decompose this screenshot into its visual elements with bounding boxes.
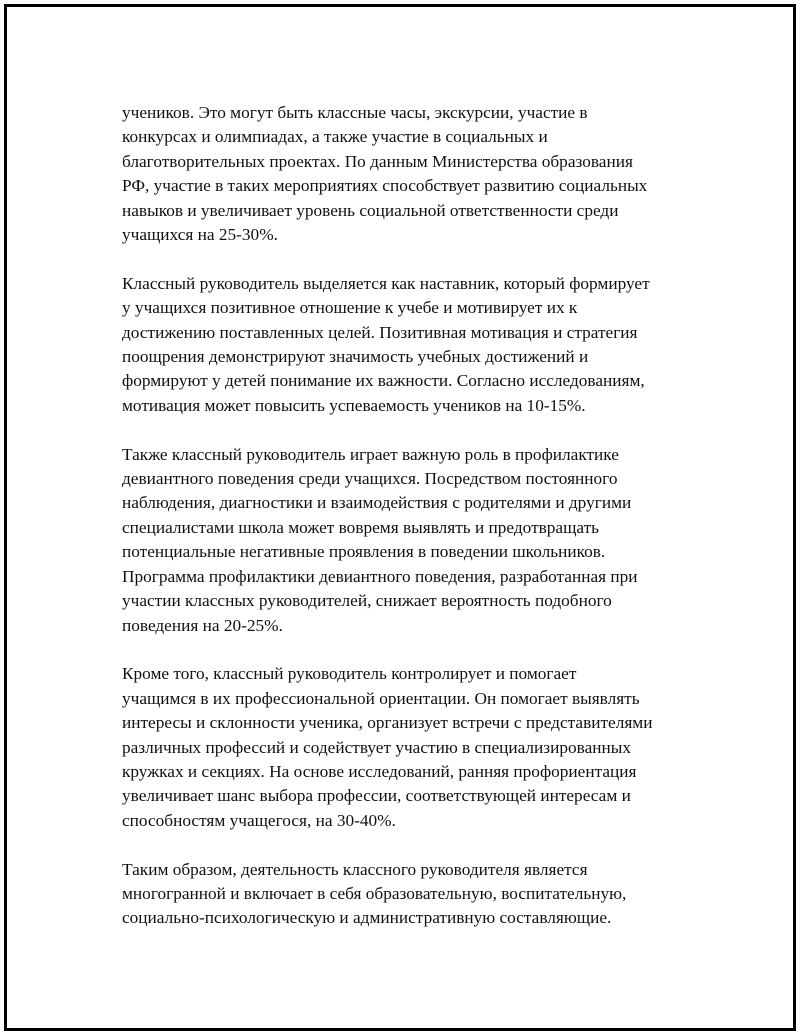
- page-frame: [4, 4, 796, 1031]
- paragraph-conclusion: Таким образом, деятельность классного руководителя является многогранной и включает в себя образовательную, воспитательную, социально-психологическую и административную составляющие.: [122, 859, 627, 928]
- paragraph-mentor: Классный руководитель выделяется как наставник, который формирует у учащихся позитивное отношение к учебе и мотивирует их к достижению поставленных целей. Позитивная мотивация и стратегия поощрения демонстрируют значимость учебных достижений и формируют у детей понимание их важности. Согласно исследованиям, мотивация может повысить успеваемость учеников на 10-15%.: [122, 273, 650, 415]
- document-body: [122, 101, 712, 931]
- paragraph-extracurricular: учеников. Это могут быть классные часы, экскурсии, участие в конкурсах и олимпиадах, а также участие в социальных и благотворительных проектах. По данным Министерства образования РФ, участие в таких мероприятиях способствует развитию социальных навыков и увеличивает уровень социальной ответственности среди учащихся на 25-30%.: [122, 103, 648, 245]
- paragraph-prevention: Также классный руководитель играет важную роль в профилактике девиантного поведения среди учащихся. Посредством постоянного наблюдения, диагностики и взаимодействия с родителями и другими специалистами школа может вовремя выявлять и предотвращать потенциальные негативные проявления в поведении школьников. Программа профилактики девиантного поведения, разработанная при участии классных руководителей, снижает вероятность подобного поведения на 20-25%.: [122, 444, 638, 635]
- paragraph-career-guidance: Кроме того, классный руководитель контролирует и помогает учащимся в их профессиональной ориентации. Он помогает выявлять интересы и склонности ученика, организует встречи с представителями различных профессий и содействует участию в специализированных кружках и секциях. На основе исследований, ранняя профориентация увеличивает шанс выбора профессии, соответствующей интересам и способностям учащегося, на 30-40%.: [122, 664, 653, 830]
